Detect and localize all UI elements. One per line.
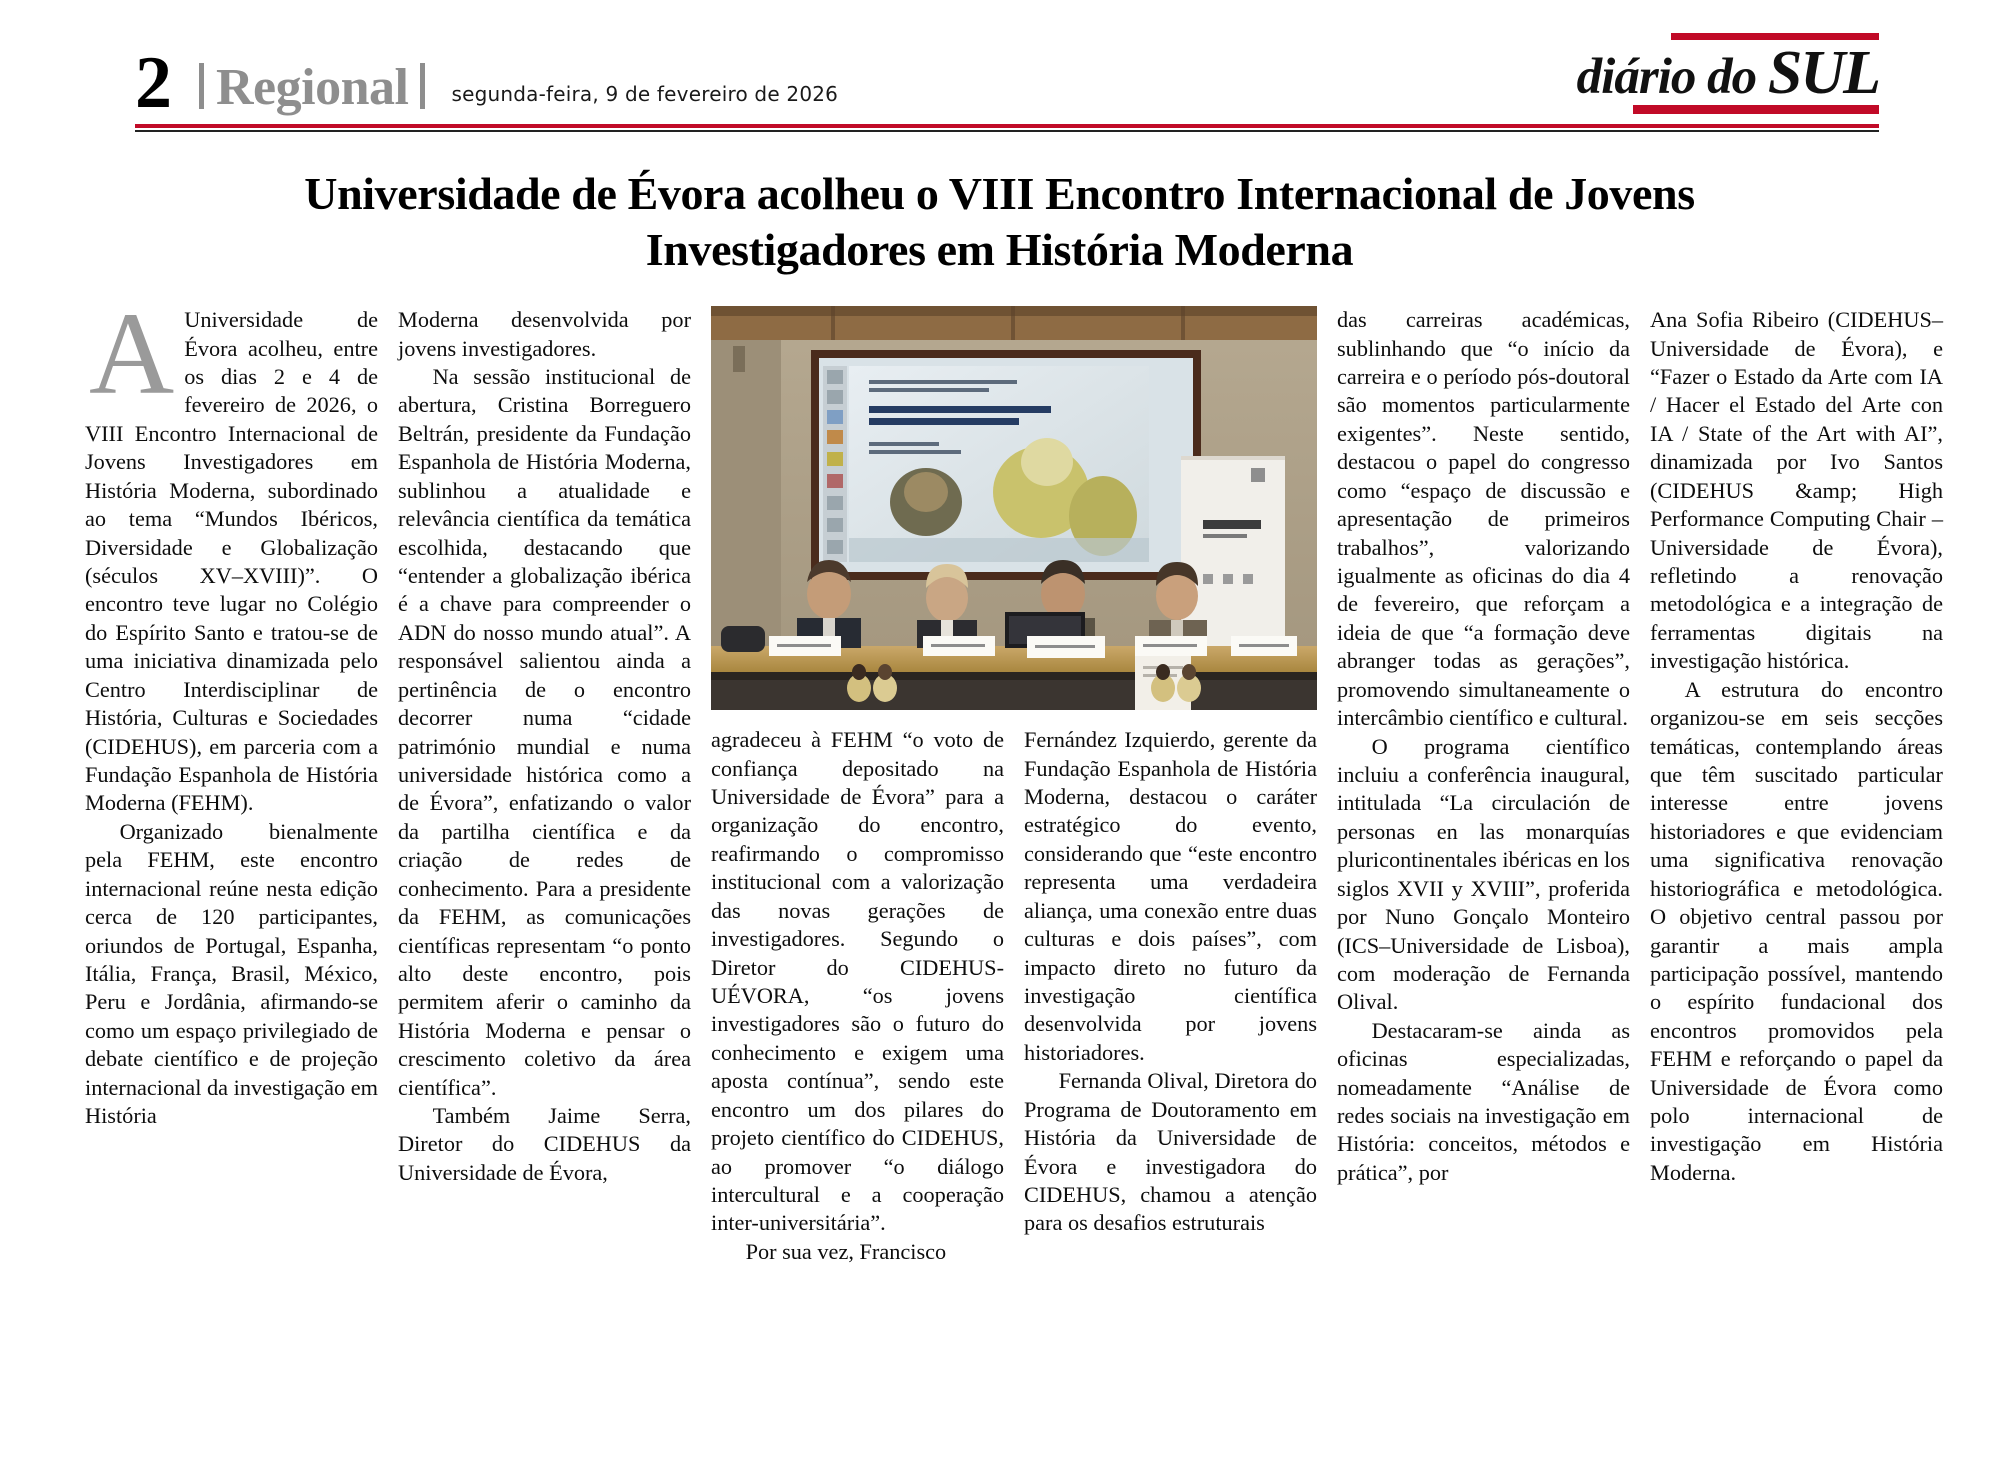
article-headline: Universidade de Évora acolheu o VIII Encontro Internacional de Jovens Investigadores em História Moderna: [304, 168, 1695, 276]
body-column-6: [1650, 306, 1943, 1187]
section-name: Regional: [216, 59, 409, 117]
article-body: [85, 288, 1943, 1466]
paragraph: [85, 288, 378, 818]
body-column-1: [85, 288, 378, 1130]
body-column-3: [711, 726, 1004, 1266]
paragraph: Na sessão institucional de abertura, Cristina Borreguero Beltrán, presidente da Fundação Espanhola de História Moderna, sublinhou a atualidade e relevância científica da temática escolhida, destacando que “entender a globalização ibérica é a chave para compreender o ADN do nosso mundo atual”. A responsável salientou ainda a pertinência de o encontro decorrer numa “cidade património mundial e numa universidade histórica como a de Évora”, enfatizando o valor da partilha científica e da criação de redes de conhecimento. Para a presidente da FEHM, as comunicações científicas representam “o ponto alto deste encontro, pois permitem aferir o caminho da História Moderna e pensar o crescimento coletivo da área científica”.: [398, 364, 691, 1100]
header-rule-black: [135, 130, 1879, 132]
newspaper-logo: [1577, 33, 1879, 116]
body-column-4: [1024, 726, 1317, 1238]
body-column-2: [398, 306, 691, 1187]
drop-cap: A: [89, 288, 175, 420]
body-column-5: [1337, 306, 1630, 1187]
logo-wordmark: [1576, 39, 1879, 107]
page-number: 2: [135, 42, 171, 125]
paragraph: Fernanda Olival, Diretora do Programa de Doutoramento em História da Universidade de Évora e investigadora do CIDEHUS, chamou a atenção para os desafios estruturais: [1024, 1068, 1317, 1236]
paragraph-text: Universidade de Évora acolheu, entre os dias 2 e 4 de fevereiro de 2026, o VIII Encontro Internacional de Jovens Investigadores em História Moderna, subordinado ao tema “Mundos Ibéricos, Diversidade e Globalização (séculos XV–XVIII)”. O encontro teve lugar no Colégio do Espírito Santo e tratou-se de uma iniciativa dinamizada pelo Centro Interdisciplinar de História, Culturas e Sociedades (CIDEHUS), em parceria com a Fundação Espanhola de História Moderna (FEHM).: [85, 307, 378, 816]
paragraph: Fernández Izquierdo, gerente da Fundação Espanhola de História Moderna, destacou o caráter estratégico do evento, considerando que “este encontro representa uma verdadeira aliança, uma conexão entre duas culturas e dois países”, com impacto direto no futuro da investigação científica desenvolvida por jovens historiadores.: [1024, 727, 1317, 1065]
paragraph: Destacaram-se ainda as oficinas especializadas, nomeadamente “Análise de redes sociais na investigação em História: conceitos, métodos e prática”, por: [1337, 1017, 1630, 1185]
paragraph: das carreiras académicas, sublinhando que “o início da carreira e o período pós-doutoral são momentos particularmente exigentes”. Neste sentido, destacou o papel do congresso como “espaço de discussão e apresentação de primeiros trabalhos”, valorizando igualmente as oficinas do dia 4 de fevereiro, que reforçam a ideia de que “a formação deve abranger todas as gerações”, promovendo simultaneamente o intercâmbio científico e cultural.: [1337, 307, 1630, 731]
header-rule-red: [135, 124, 1879, 128]
paragraph: A estrutura do encontro organizou-se em seis secções temáticas, contemplando áreas que têm suscitado particular interesse entre jovens historiadores e que evidenciam uma significativa renovação historiográfica e metodológica. O objetivo central passou por garantir a mais ampla participação possível, mantendo o espírito fundacional dos encontros promovidos pela FEHM e reforçando o papel da Universidade de Évora como polo internacional de investigação em História Moderna.: [1650, 676, 1943, 1185]
article-photo-image: [711, 306, 1317, 710]
logo-wordmark-italic: diário do: [1576, 49, 1768, 105]
paragraph: Moderna desenvolvida por jovens investigadores.: [398, 307, 691, 361]
masthead: [135, 0, 1879, 125]
article-photo: [711, 306, 1317, 710]
issue-date: segunda-feira, 9 de fevereiro de 2026: [451, 82, 839, 106]
paragraph: Ana Sofia Ribeiro (CIDEHUS–Universidade de Évora), e “Fazer o Estado da Arte com IA / Hacer el Estado del Arte con IA / State of the Art with AI”, dinamizada por Ivo Santos (CIDEHUS &amp; High Performance Computing Chair – Universidade de Évora), refletindo a renovação metodológica e a integração de ferramentas digitais na investigação histórica.: [1650, 307, 1943, 674]
logo-wordmark-bold: SUL: [1767, 39, 1879, 107]
paragraph: Também Jaime Serra, Diretor do CIDEHUS da Universidade de Évora,: [398, 1103, 691, 1185]
section-label: [199, 59, 425, 117]
paragraph: O programa científico incluiu a conferência inaugural, intitulada “La circulación de personas en las monarquías pluricontinentales ibéricas en los siglos XVII y XVIII”, proferida por Nuno Gonçalo Monteiro (ICS–Universidade de Lisboa), com moderação de Fernanda Olival.: [1337, 733, 1630, 1015]
paragraph: agradeceu à FEHM “o voto de confiança depositado na Universidade de Évora” para a organização do encontro, reafirmando o compromisso institucional com a valorização das novas gerações de investigadores. Segundo o Diretor do CIDEHUS-UÉVORA, “os jovens investigadores são o futuro do conhecimento e exigem uma aposta contínua”, sendo este encontro um dos pilares do projeto científico do CIDEHUS, ao promover “o diálogo intercultural e a cooperação inter-universitária”.: [711, 727, 1004, 1236]
paragraph: Organizado bienalmente pela FEHM, este encontro internacional reúne nesta edição cerca de 120 participantes, oriundos de Portugal, Espanha, Itália, França, Brasil, México, Peru e Jordânia, afirmando-se como um espaço privilegiado de debate científico e de projeção internacional da investigação em História: [85, 818, 378, 1129]
paragraph: Por sua vez, Francisco: [745, 1238, 947, 1264]
section-rule-right: [420, 63, 425, 109]
